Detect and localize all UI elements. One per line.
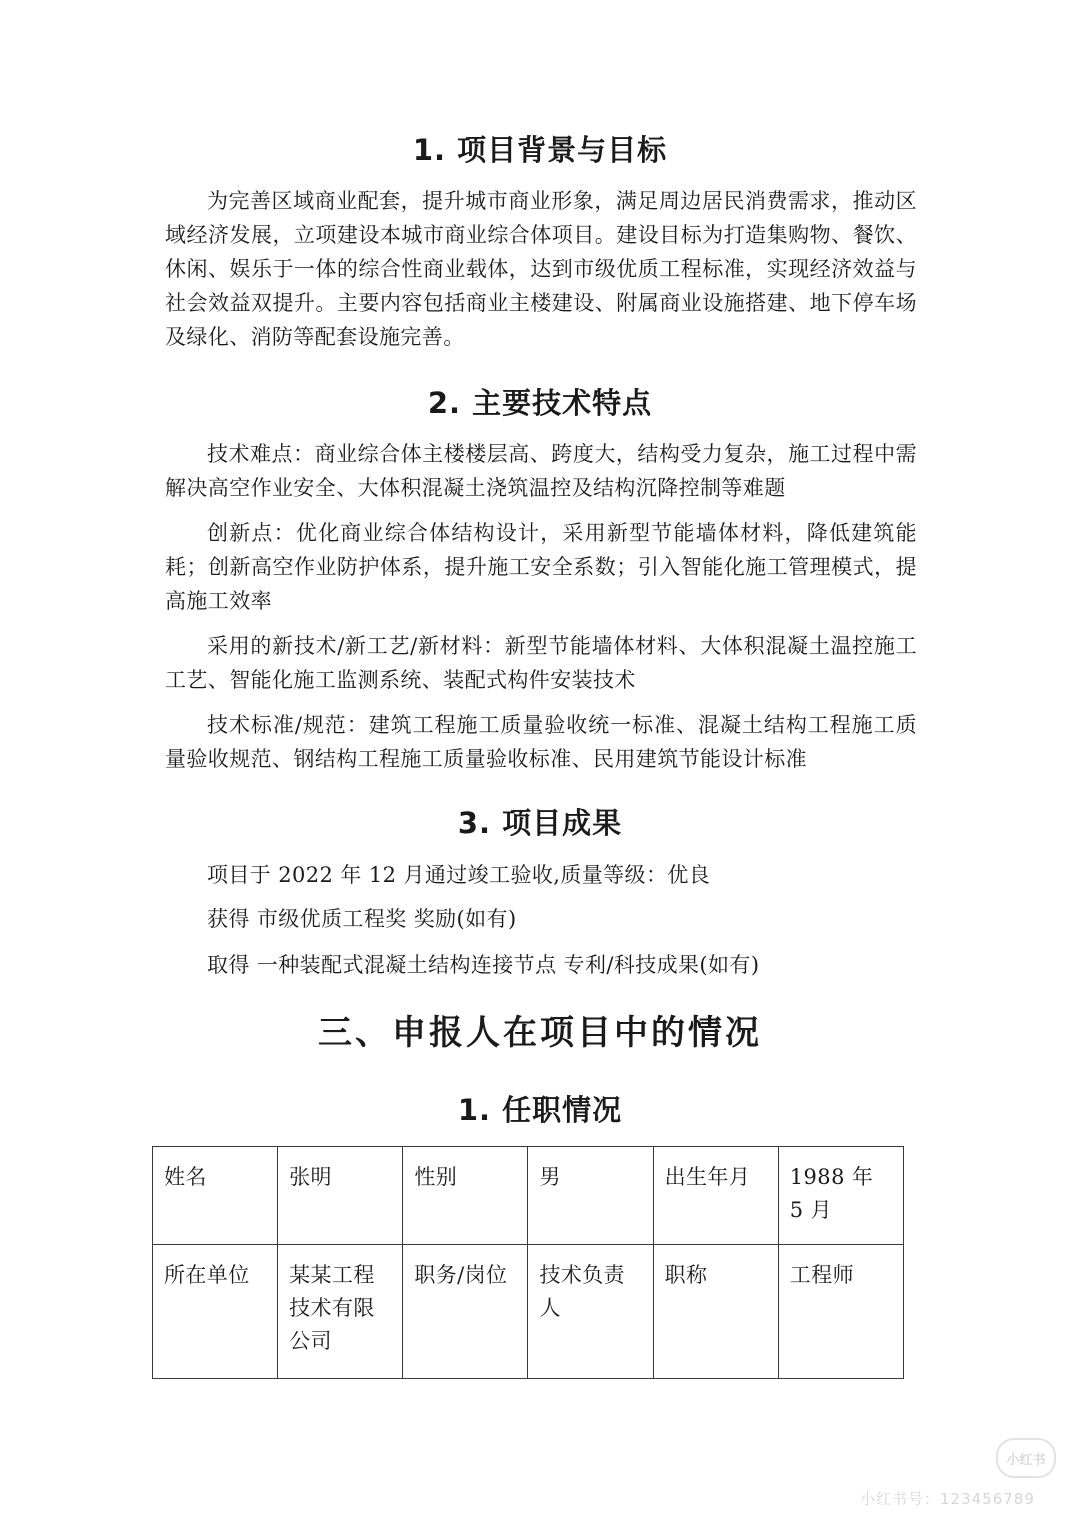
table-cell: 1988 年 5 月 bbox=[778, 1147, 903, 1245]
result-line-award: 获得 市级优质工程奖 奖励(如有) bbox=[207, 907, 517, 931]
table-cell: 张明 bbox=[278, 1147, 403, 1245]
section-heading-tech: 2. 主要技术特点 bbox=[427, 386, 653, 420]
section-heading-background: 1. 项目背景与目标 bbox=[412, 133, 668, 167]
table-cell: 性别 bbox=[403, 1147, 528, 1245]
result-line-acceptance: 项目于 2022 年 12 月通过竣工验收,质量等级：优良 bbox=[207, 863, 711, 887]
section-heading-results: 3. 项目成果 bbox=[457, 806, 623, 840]
sub-heading-position: 1. 任职情况 bbox=[457, 1093, 623, 1127]
table-row bbox=[153, 1147, 904, 1245]
table-cell: 职务/岗位 bbox=[403, 1245, 528, 1379]
watermark-logo: 小红书 bbox=[996, 1438, 1056, 1478]
watermark-text: 小红书号：123456789 bbox=[860, 1490, 1035, 1508]
table-cell: 男 bbox=[528, 1147, 653, 1245]
part-heading-applicant: 三、申报人在项目中的情况 bbox=[318, 1013, 762, 1053]
table-cell: 出生年月 bbox=[653, 1147, 778, 1245]
table-row bbox=[153, 1245, 904, 1379]
position-info-table bbox=[152, 1146, 904, 1379]
table-cell: 某某工程技术有限公司 bbox=[278, 1245, 403, 1379]
tech-difficulty-paragraph: 技术难点：商业综合体主楼楼层高、跨度大，结构受力复杂，施工过程中需解决高空作业安全、大体积混凝土浇筑温控及结构沉降控制等难题 bbox=[165, 442, 917, 500]
table-cell: 职称 bbox=[653, 1245, 778, 1379]
table-cell: 所在单位 bbox=[153, 1245, 278, 1379]
result-line-patent: 取得 一种装配式混凝土结构连接节点 专利/科技成果(如有) bbox=[207, 953, 760, 977]
new-tech-paragraph: 采用的新技术/新工艺/新材料：新型节能墙体材料、大体积混凝土温控施工工艺、智能化施工监测系统、装配式构件安装技术 bbox=[165, 634, 917, 692]
standards-paragraph: 技术标准/规范：建筑工程施工质量验收统一标准、混凝土结构工程施工质量验收规范、钢结构工程施工质量验收标准、民用建筑节能设计标准 bbox=[165, 713, 917, 771]
table-cell: 工程师 bbox=[778, 1245, 903, 1379]
innovation-paragraph: 创新点：优化商业综合体结构设计，采用新型节能墙体材料，降低建筑能耗；创新高空作业防护体系，提升施工安全系数；引入智能化施工管理模式，提高施工效率 bbox=[165, 521, 917, 613]
table-cell: 技术负责人 bbox=[528, 1245, 653, 1379]
table-cell: 姓名 bbox=[153, 1147, 278, 1245]
background-paragraph: 为完善区域商业配套，提升城市商业形象，满足周边居民消费需求，推动区域经济发展，立项建设本城市商业综合体项目。建设目标为打造集购物、餐饮、休闲、娱乐于一体的综合性商业载体，达到市级优质工程标准，实现经济效益与社会效益双提升。主要内容包括商业主楼建设、附属商业设施搭建、地下停车场及绿化、消防等配套设施完善。 bbox=[165, 189, 917, 349]
